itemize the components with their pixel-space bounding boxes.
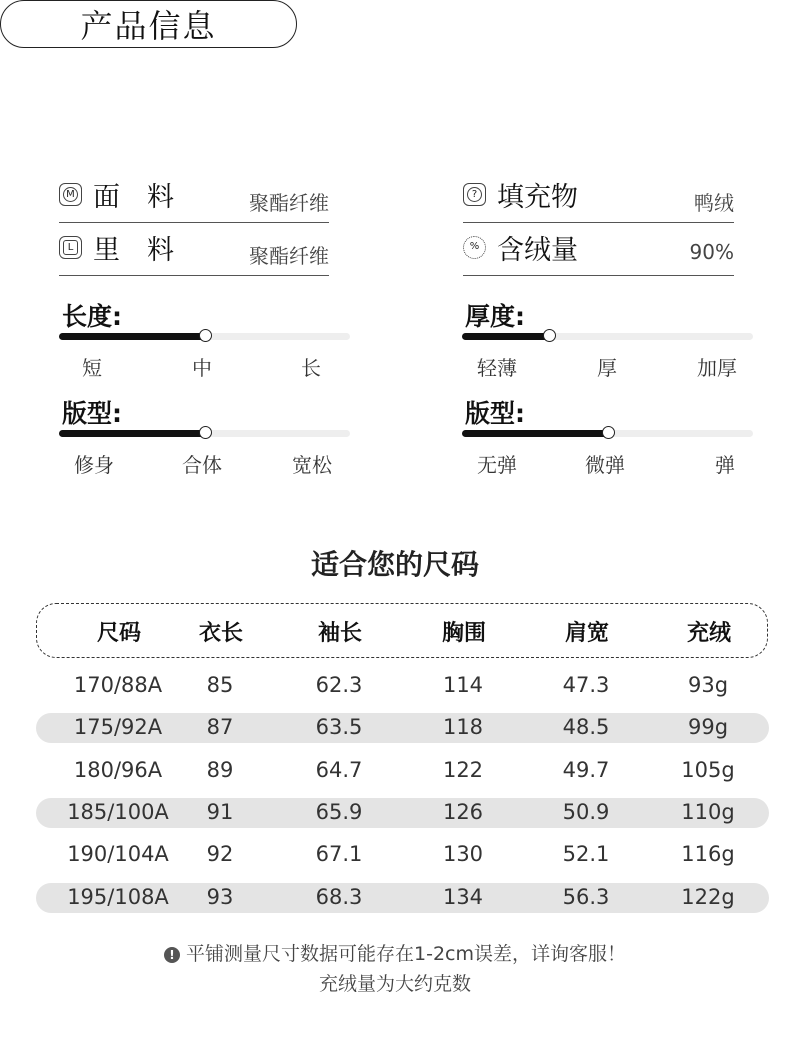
attr-label: 含绒量	[497, 235, 578, 266]
table-cell: 134	[442, 885, 484, 909]
table-cell: 68.3	[315, 885, 363, 909]
table-cell: 91	[206, 800, 234, 824]
scale-track-fit	[59, 430, 350, 437]
table-cell: 48.5	[562, 715, 610, 739]
table-cell: 92	[206, 842, 234, 866]
table-cell: 87	[206, 715, 234, 739]
scale-option: 厚	[597, 356, 617, 380]
note-text: 平铺测量尺寸数据可能存在1-2cm误差，详询客服！	[186, 943, 626, 965]
scale-title-thickness: 厚度:	[465, 302, 525, 331]
column-header: 充绒	[686, 621, 732, 646]
percent-dial-icon: %	[463, 236, 486, 259]
scale-option: 长	[301, 356, 321, 380]
table-cell: 50.9	[562, 800, 610, 824]
scale-option: 无弹	[477, 453, 517, 477]
table-cell: 85	[206, 673, 234, 697]
table-cell: 49.7	[562, 758, 610, 782]
table-cell: 105g	[681, 758, 735, 782]
table-cell: 126	[442, 800, 484, 824]
attr-row-lining	[59, 234, 329, 276]
scale-option: 修身	[74, 453, 114, 477]
attr-value: 90%	[689, 240, 734, 264]
scale-track-length	[59, 333, 350, 340]
attr-label: 里 料	[93, 235, 174, 266]
column-header: 袖长	[317, 621, 363, 646]
table-cell: 122	[442, 758, 484, 782]
scale-option: 中	[192, 356, 212, 380]
attr-label: 面 料	[93, 182, 174, 213]
warning-icon: !	[164, 947, 180, 963]
down-weight-note: 充绒量为大约克数	[318, 973, 471, 995]
table-cell: 56.3	[562, 885, 610, 909]
table-cell: 63.5	[315, 715, 363, 739]
table-cell: 62.3	[315, 673, 363, 697]
table-cell: 114	[442, 673, 484, 697]
table-cell: 89	[206, 758, 234, 782]
attr-row-filling	[463, 181, 734, 223]
attr-value: 聚酯纤维	[249, 191, 329, 215]
table-cell: 99g	[687, 715, 729, 739]
attr-label: 填充物	[497, 182, 578, 213]
scale-title-stretch: 版型:	[465, 399, 525, 428]
table-cell: 180/96A	[73, 758, 163, 782]
attr-value: 鸭绒	[694, 191, 734, 215]
scale-option: 短	[82, 356, 102, 380]
table-cell: 130	[442, 842, 484, 866]
scale-option: 微弹	[585, 453, 625, 477]
table-cell: 52.1	[562, 842, 610, 866]
column-header: 肩宽	[564, 621, 610, 646]
table-cell: 118	[442, 715, 484, 739]
table-cell: 185/100A	[67, 800, 169, 824]
table-cell: 122g	[681, 885, 735, 909]
size-table-title: 适合您的尺码	[310, 548, 479, 581]
l-badge-icon: L	[59, 236, 82, 259]
scale-option: 宽松	[292, 453, 332, 477]
attr-value: 聚酯纤维	[249, 244, 329, 268]
attr-row-shell-fabric	[59, 181, 329, 223]
table-cell: 170/88A	[73, 673, 163, 697]
table-cell: 175/92A	[73, 715, 163, 739]
scale-title-length: 长度:	[62, 302, 122, 331]
table-cell: 64.7	[315, 758, 363, 782]
product-info-title: 产品信息	[0, 0, 297, 48]
m-badge-icon: M	[59, 183, 82, 206]
size-table-header	[36, 603, 768, 658]
column-header: 衣长	[198, 621, 244, 646]
scale-title-fit: 版型:	[62, 399, 122, 428]
table-cell: 47.3	[562, 673, 610, 697]
table-cell: 93g	[687, 673, 729, 697]
scale-track-stretch	[462, 430, 753, 437]
table-cell: 190/104A	[67, 842, 169, 866]
column-header: 胸围	[441, 621, 487, 646]
table-cell: 65.9	[315, 800, 363, 824]
scale-option: 合体	[182, 453, 222, 477]
table-cell: 110g	[681, 800, 735, 824]
column-header: 尺码	[96, 621, 142, 646]
table-cell: 67.1	[315, 842, 363, 866]
question-badge-icon: ?	[463, 183, 486, 206]
measurement-note	[0, 939, 790, 966]
scale-option: 弹	[715, 453, 735, 477]
attr-row-down-content	[463, 234, 734, 276]
scale-track-thickness	[462, 333, 753, 340]
table-cell: 195/108A	[67, 885, 169, 909]
table-cell: 93	[206, 885, 234, 909]
table-cell: 116g	[681, 842, 735, 866]
scale-option: 轻薄	[477, 356, 517, 380]
scale-option: 加厚	[697, 356, 737, 380]
